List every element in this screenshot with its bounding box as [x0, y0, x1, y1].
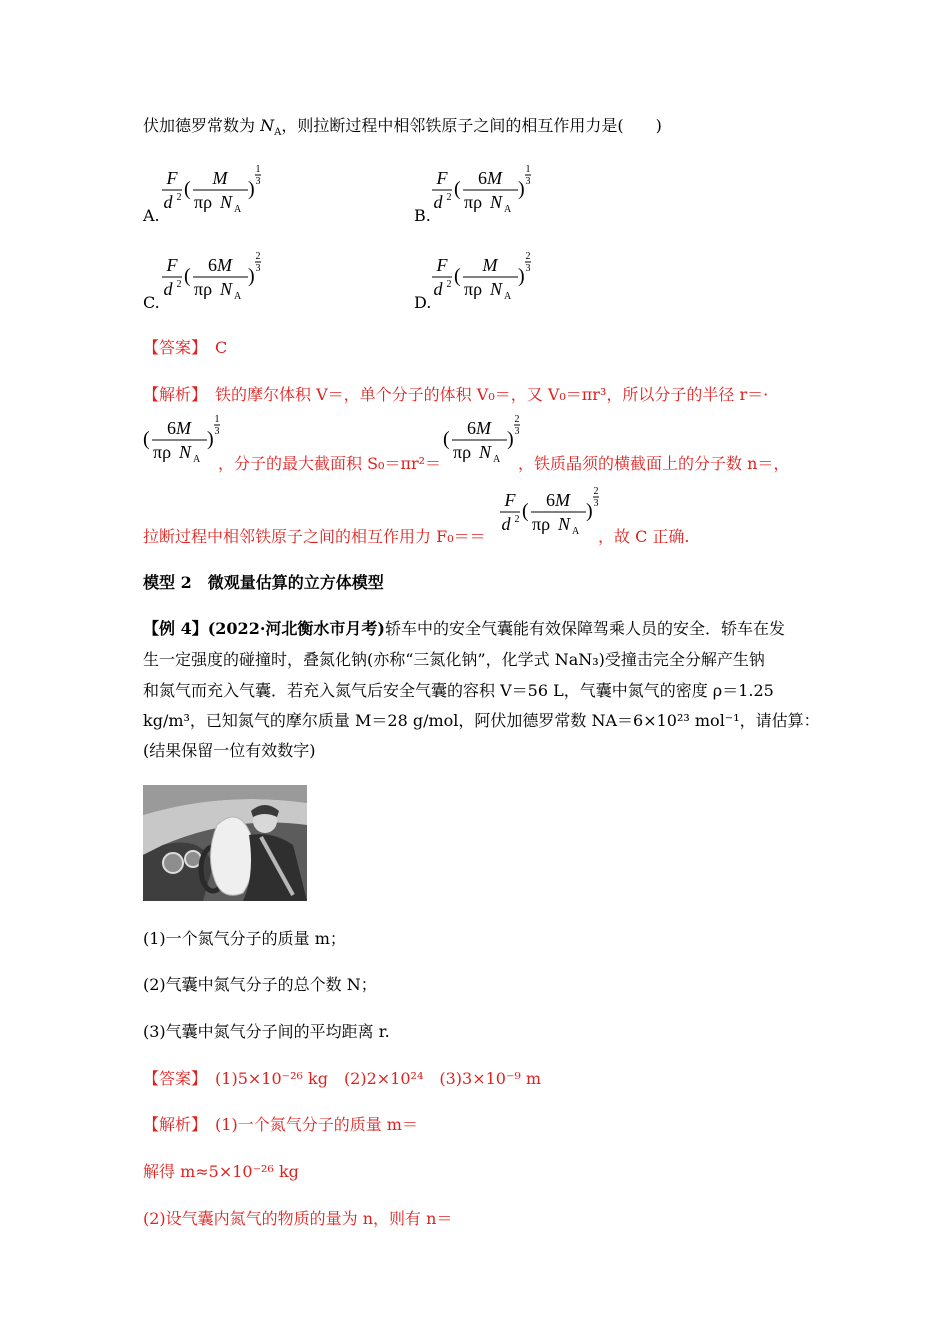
intro-text-post: ，则拉断过程中相邻铁原子之间的相互作用力是( ) — [281, 116, 662, 135]
square-exponent: 2 — [446, 279, 452, 290]
example-4-line-4: kg/m³，已知氮气的摩尔质量 M＝28 g/mol，阿伏加德罗常数 NA＝6×10²³ mol⁻¹，请估算： — [143, 711, 820, 730]
analysis-1-line-3-pre: 拉断过程中相邻铁原子之间的相互作用力 F₀＝＝ — [143, 527, 486, 546]
analysis-text: 铁的摩尔体积 V＝，单个分子的体积 V₀＝，又 V₀＝πr³，所以分子的半径 r＝· — [215, 385, 769, 404]
exponent-denominator: 3 — [255, 176, 261, 187]
na-symbol: N — [260, 116, 275, 135]
exponent-numerator: 1 — [255, 164, 261, 175]
exponent-denominator: 3 — [593, 498, 599, 509]
sub-question-1: (1)一个氮气分子的质量 m； — [143, 929, 346, 948]
paren-close: ) — [507, 428, 514, 450]
paren-open: ( — [522, 500, 529, 522]
pi-rho: πρ — [464, 192, 483, 212]
a-subscript: A — [504, 291, 512, 302]
paren-open: ( — [184, 178, 191, 200]
radius-formula — [143, 410, 223, 472]
paren-close: ) — [248, 178, 255, 200]
option-b-formula — [430, 160, 540, 222]
example-4-line-2: 生一定强度的碰撞时，叠氮化钠(亦称“三氮化钠”，化学式 NaN₃)受撞击完全分解产生钠 — [143, 650, 765, 669]
exponent-denominator: 3 — [525, 263, 531, 274]
paren-close: ) — [518, 178, 525, 200]
inner-numerator: M — [482, 255, 498, 275]
answer-1 — [143, 337, 227, 359]
a-subscript: A — [193, 454, 201, 465]
exponent-numerator: 2 — [525, 251, 531, 262]
square-exponent: 2 — [176, 279, 182, 290]
exponent-denominator: 3 — [255, 263, 261, 274]
area-formula — [443, 410, 523, 472]
pi-rho: πρ — [153, 442, 172, 462]
n-symbol: N — [490, 192, 503, 212]
option-a-formula — [160, 160, 270, 222]
example-tag: 【例 4】 — [143, 619, 208, 638]
analysis-tag: 【解析】 — [143, 385, 200, 404]
question-intro — [143, 115, 662, 137]
example-text-1: 轿车中的安全气囊能有效保障驾乘人员的安全．轿车在发 — [384, 619, 785, 638]
f-symbol: F — [436, 255, 448, 275]
exponent-numerator: 2 — [514, 414, 520, 425]
d-symbol: d — [433, 192, 443, 212]
f-symbol: F — [504, 490, 516, 510]
n-symbol: N — [490, 279, 503, 299]
pi-rho: πρ — [464, 279, 483, 299]
analysis-1-mid-1: ，分子的最大截面积 S₀＝πr²＝ — [218, 454, 442, 473]
analysis-2-line-2: 解得 m≈5×10⁻²⁶ kg — [143, 1162, 299, 1181]
exponent-numerator: 2 — [593, 486, 599, 497]
section-title: 模型 2 微观量估算的立方体模型 — [143, 573, 384, 592]
analysis-1-line-1 — [143, 384, 768, 406]
n-symbol: N — [220, 192, 233, 212]
square-exponent: 2 — [176, 192, 182, 203]
paren-open: ( — [454, 265, 461, 287]
paren-open: ( — [454, 178, 461, 200]
n-symbol: N — [220, 279, 233, 299]
answer-2 — [143, 1068, 541, 1090]
analysis-1-line-3-post: ，故 C 正确. — [598, 527, 690, 546]
d-symbol: d — [163, 192, 173, 212]
exponent-numerator: 1 — [214, 414, 220, 425]
inner-numerator: 6M — [478, 168, 502, 188]
example-4-line-1 — [143, 618, 785, 640]
paren-close: ) — [248, 265, 255, 287]
option-a-label: A. — [143, 206, 160, 225]
analysis-2-text: (1)一个氮气分子的质量 m＝ — [215, 1115, 418, 1134]
example-source: (2022·河北衡水市月考) — [207, 619, 385, 638]
inner-numerator: 6M — [208, 255, 232, 275]
square-exponent: 2 — [446, 192, 452, 203]
exponent-denominator: 3 — [214, 426, 220, 437]
paren-open: ( — [184, 265, 191, 287]
option-c-label: C. — [143, 293, 160, 312]
answer-value: C — [215, 338, 228, 357]
inner-numerator: 6M — [167, 418, 191, 438]
option-b-label: B. — [414, 206, 431, 225]
paren-close: ) — [518, 265, 525, 287]
answer-2-value: (1)5×10⁻²⁶ kg (2)2×10²⁴ (3)3×10⁻⁹ m — [215, 1069, 542, 1088]
answer-tag: 【答案】 — [143, 338, 200, 357]
n-symbol: N — [179, 442, 192, 462]
na-subscript: A — [274, 127, 282, 139]
sub-question-2: (2)气囊中氮气分子的总个数 N； — [143, 975, 377, 994]
exponent-denominator: 3 — [525, 176, 531, 187]
force-formula — [498, 482, 608, 544]
analysis-2-line-1 — [143, 1114, 418, 1136]
exponent-numerator: 1 — [525, 164, 531, 175]
f-symbol: F — [166, 255, 178, 275]
option-d-formula — [430, 247, 540, 309]
a-subscript: A — [493, 454, 501, 465]
a-subscript: A — [504, 204, 512, 215]
d-symbol: d — [501, 514, 511, 534]
pi-rho: πρ — [194, 192, 213, 212]
f-symbol: F — [166, 168, 178, 188]
d-symbol: d — [433, 279, 443, 299]
option-d-label: D. — [414, 293, 432, 312]
example-4-line-3: 和氮气而充入气囊．若充入氮气后安全气囊的容积 V＝56 L，气囊中氮气的密度 ρ＝1.25 — [143, 681, 774, 700]
airbag-illustration — [143, 785, 307, 901]
d-symbol: d — [163, 279, 173, 299]
a-subscript: A — [572, 526, 580, 537]
inner-numerator: 6M — [546, 490, 570, 510]
sub-question-3: (3)气囊中氮气分子间的平均距离 r. — [143, 1022, 390, 1041]
option-c-formula — [160, 247, 270, 309]
paren-close: ) — [586, 500, 593, 522]
paren-open: ( — [143, 428, 150, 450]
answer-2-tag: 【答案】 — [143, 1069, 200, 1088]
analysis-2-tag: 【解析】 — [143, 1115, 200, 1134]
inner-numerator: 6M — [467, 418, 491, 438]
a-subscript: A — [234, 204, 242, 215]
paren-open: ( — [443, 428, 450, 450]
exponent-numerator: 2 — [255, 251, 261, 262]
a-subscript: A — [234, 291, 242, 302]
pi-rho: πρ — [453, 442, 472, 462]
square-exponent: 2 — [514, 514, 520, 525]
example-4-line-5: (结果保留一位有效数字) — [143, 741, 316, 760]
analysis-1-mid-2: ，铁质晶须的横截面上的分子数 n＝， — [518, 454, 790, 473]
intro-text-pre: 伏加德罗常数为 — [143, 116, 261, 135]
pi-rho: πρ — [194, 279, 213, 299]
f-symbol: F — [436, 168, 448, 188]
exponent-denominator: 3 — [514, 426, 520, 437]
paren-close: ) — [207, 428, 214, 450]
pi-rho: πρ — [532, 514, 551, 534]
n-symbol: N — [558, 514, 571, 534]
inner-numerator: M — [212, 168, 228, 188]
n-symbol: N — [479, 442, 492, 462]
analysis-2-line-3: (2)设气囊内氮气的物质的量为 n，则有 n＝ — [143, 1209, 453, 1228]
